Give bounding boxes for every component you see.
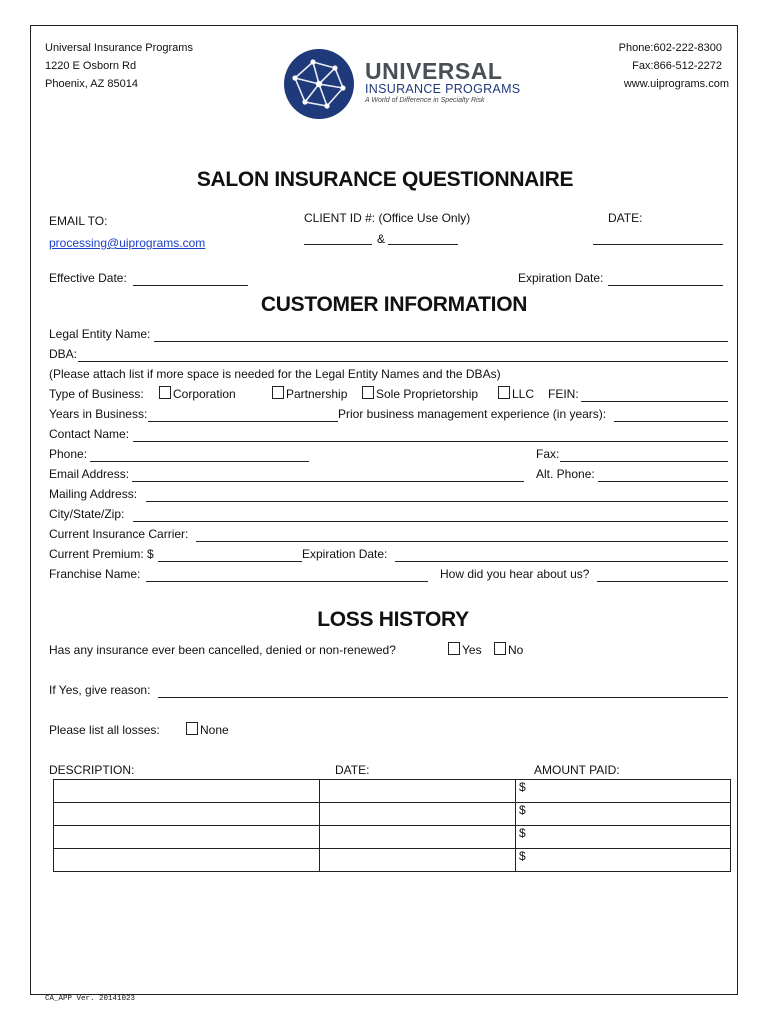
- date-column-header: DATE:: [335, 763, 370, 777]
- loss-table: [53, 779, 731, 872]
- client-id-field-2[interactable]: [388, 244, 458, 245]
- sole-proprietorship-checkbox[interactable]: [362, 386, 374, 399]
- reason-field[interactable]: [158, 697, 728, 698]
- sole-proprietorship-label: Sole Proprietorship: [376, 387, 479, 401]
- insurance-carrier-label: Current Insurance Carrier:: [49, 527, 189, 541]
- amount-column-header: AMOUNT PAID:: [534, 763, 620, 777]
- logo-tagline: A World of Difference in Specialty Risk: [365, 97, 485, 104]
- list-losses-label: Please list all losses:: [49, 723, 160, 737]
- loss-history-heading: LOSS HISTORY: [317, 608, 469, 631]
- email-address-field[interactable]: [132, 481, 524, 482]
- logo-subtitle: INSURANCE PROGRAMS: [365, 82, 521, 96]
- attach-note: (Please attach list if more space is needed for the Legal Entity Names and the DBAs): [49, 367, 501, 381]
- loss-date-cell[interactable]: [320, 849, 516, 872]
- table-row: [54, 826, 731, 849]
- current-premium-field[interactable]: [158, 561, 302, 562]
- llc-label: LLC: [512, 387, 535, 401]
- description-column-header: DESCRIPTION:: [49, 763, 135, 777]
- company-fax: Fax:866-512-2272: [632, 60, 722, 72]
- city-state-zip-label: City/State/Zip:: [49, 507, 125, 521]
- cancelled-yes-checkbox[interactable]: [448, 642, 460, 655]
- partnership-checkbox[interactable]: [272, 386, 284, 399]
- loss-description-cell[interactable]: [54, 826, 320, 849]
- cancelled-question: Has any insurance ever been cancelled, denied or non-renewed?: [49, 643, 396, 657]
- legal-entity-field[interactable]: [154, 341, 728, 342]
- email-to-label: EMAIL TO:: [49, 214, 108, 228]
- page-title: SALON INSURANCE QUESTIONNAIRE: [196, 168, 574, 191]
- table-row: [54, 780, 731, 803]
- effective-date-label: Effective Date:: [49, 271, 127, 285]
- franchise-name-field[interactable]: [146, 581, 428, 582]
- prior-experience-label: Prior business management experience (in years):: [338, 407, 607, 421]
- cancelled-no-checkbox[interactable]: [494, 642, 506, 655]
- client-id-ampersand: &: [377, 232, 386, 246]
- globe-logo-icon: [283, 48, 355, 120]
- alt-phone-field[interactable]: [598, 481, 728, 482]
- referral-source-label: How did you hear about us?: [440, 567, 590, 581]
- date-label: DATE:: [608, 211, 643, 225]
- phone-label: Phone:: [49, 447, 88, 461]
- mailing-address-field[interactable]: [146, 501, 728, 502]
- client-id-label: CLIENT ID #: (Office Use Only): [304, 211, 471, 225]
- no-losses-label: None: [200, 723, 229, 737]
- cancelled-yes-label: Yes: [462, 643, 482, 657]
- loss-amount-cell[interactable]: $: [516, 826, 731, 849]
- referral-source-field[interactable]: [597, 581, 728, 582]
- loss-description-cell[interactable]: [54, 849, 320, 872]
- contact-name-field[interactable]: [133, 441, 728, 442]
- current-premium-label: Current Premium: $: [49, 547, 154, 561]
- fax-field[interactable]: [560, 461, 728, 462]
- premium-expiration-field[interactable]: [395, 561, 728, 562]
- fein-label: FEIN:: [548, 387, 579, 401]
- expiration-date-label: Expiration Date:: [518, 271, 604, 285]
- dba-field[interactable]: [78, 361, 728, 362]
- email-address-label: Email Address:: [49, 467, 130, 481]
- cancelled-no-label: No: [508, 643, 524, 657]
- phone-field[interactable]: [90, 461, 309, 462]
- form-version-footer: CA_APP Ver. 20141023: [45, 995, 136, 1003]
- logo-title: UNIVERSAL: [365, 58, 503, 84]
- company-website: www.uiprograms.com: [623, 78, 729, 90]
- franchise-name-label: Franchise Name:: [49, 567, 141, 581]
- mailing-address-label: Mailing Address:: [49, 487, 138, 501]
- dba-label: DBA:: [49, 347, 78, 361]
- fax-label: Fax:: [536, 447, 560, 461]
- partnership-label: Partnership: [286, 387, 348, 401]
- prior-experience-field[interactable]: [614, 421, 728, 422]
- years-in-business-label: Years in Business:: [49, 407, 148, 421]
- loss-amount-cell[interactable]: $: [516, 849, 731, 872]
- premium-expiration-label: Expiration Date:: [302, 547, 388, 561]
- contact-name-label: Contact Name:: [49, 427, 130, 441]
- loss-date-cell[interactable]: [320, 803, 516, 826]
- company-phone: Phone:602-222-8300: [618, 42, 722, 54]
- company-name: Universal Insurance Programs: [45, 42, 193, 54]
- legal-entity-label: Legal Entity Name:: [49, 327, 151, 341]
- loss-date-cell[interactable]: [320, 780, 516, 803]
- loss-description-cell[interactable]: [54, 780, 320, 803]
- loss-description-cell[interactable]: [54, 803, 320, 826]
- loss-amount-cell[interactable]: $: [516, 803, 731, 826]
- customer-info-heading: CUSTOMER INFORMATION: [260, 293, 528, 316]
- llc-checkbox[interactable]: [498, 386, 510, 399]
- table-row: [54, 803, 731, 826]
- loss-amount-cell[interactable]: $: [516, 780, 731, 803]
- table-row: [54, 849, 731, 872]
- insurance-carrier-field[interactable]: [196, 541, 728, 542]
- email-link[interactable]: processing@uiprograms.com: [49, 236, 206, 250]
- date-field[interactable]: [593, 244, 723, 245]
- alt-phone-label: Alt. Phone:: [536, 467, 595, 481]
- expiration-date-field[interactable]: [608, 285, 723, 286]
- company-city: Phoenix, AZ 85014: [45, 78, 138, 90]
- company-street: 1220 E Osborn Rd: [45, 60, 137, 72]
- reason-label: If Yes, give reason:: [49, 683, 151, 697]
- loss-date-cell[interactable]: [320, 826, 516, 849]
- effective-date-field[interactable]: [133, 285, 248, 286]
- no-losses-checkbox[interactable]: [186, 722, 198, 735]
- client-id-field-1[interactable]: [304, 244, 372, 245]
- fein-field[interactable]: [581, 401, 728, 402]
- years-in-business-field[interactable]: [148, 421, 338, 422]
- type-of-business-label: Type of Business:: [49, 387, 144, 401]
- corporation-label: Corporation: [173, 387, 236, 401]
- corporation-checkbox[interactable]: [159, 386, 171, 399]
- city-state-zip-field[interactable]: [133, 521, 728, 522]
